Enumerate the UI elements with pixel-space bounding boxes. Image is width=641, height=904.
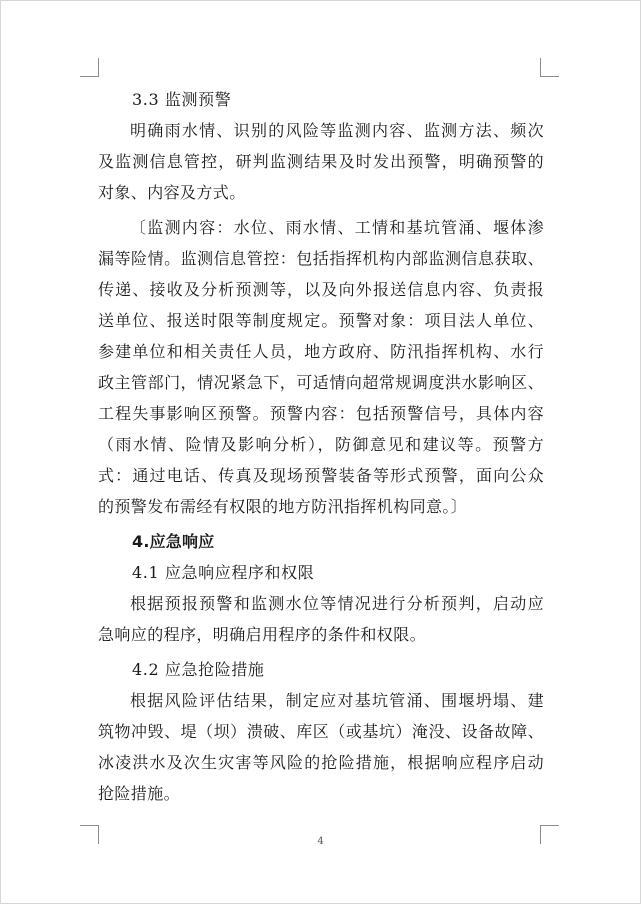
text-line: 传递、接收及分析预测等，以及向外报送信息内容、负责报 <box>98 280 544 299</box>
section-heading: 3.3 监测预警 <box>132 90 232 109</box>
text-line: 急响应的程序，明确启用程序的条件和权限。 <box>98 625 427 644</box>
text-line: 漏等险情。监测信息管控：包括指挥机构内部监测信息获取、 <box>98 249 544 268</box>
crop-mark-top-right <box>540 58 559 77</box>
page-number: 4 <box>317 836 324 847</box>
text-line: 及监测信息管控，研判监测结果及时发出预警，明确预警的 <box>98 152 544 171</box>
text-line: 明确雨水情、识别的风险等监测内容、监测方法、频次 <box>130 121 544 140</box>
section-heading: 4.应急响应 <box>132 532 215 551</box>
section-heading: 4.1 应急响应程序和权限 <box>132 563 315 582</box>
text-line: 根据预报预警和监测水位等情况进行分析预判，启动应 <box>130 594 544 613</box>
text-line: 抢险措施。 <box>98 784 181 803</box>
paragraph <box>98 588 544 650</box>
text-line: 〔监测内容：水位、雨水情、工情和基坑管涌、堰体渗 <box>130 218 544 237</box>
text-line: 政主管部门，情况紧急下，可适情向超常规调度洪水影响区、 <box>98 373 544 392</box>
text-line: 式：通过电话、传真及现场预警装备等形式预警，面向公众 <box>98 466 544 485</box>
text-line: 的预警发布需经有权限的地方防汛指挥机构同意。〕 <box>98 497 468 516</box>
text-line: 对象、内容及方式。 <box>98 183 246 202</box>
paragraph <box>98 685 544 809</box>
paragraph <box>98 212 544 522</box>
section-heading: 4.2 应急抢险措施 <box>132 660 265 679</box>
text-line: （雨水情、险情及影响分析），防御意见和建议等。预警方 <box>98 435 544 454</box>
text-line: 参建单位和相关责任人员，地方政府、防汛指挥机构、水行 <box>98 342 544 361</box>
text-line: 冰凌洪水及次生灾害等风险的抢险措施，根据响应程序启动 <box>98 753 544 772</box>
text-line: 送单位、报送时限等制度规定。预警对象：项目法人单位、 <box>98 311 544 330</box>
text-line: 工程失事影响区预警。预警内容：包括预警信号，具体内容 <box>98 404 544 423</box>
document-body <box>98 84 544 813</box>
text-line: 筑物冲毁、堤（坝）溃破、库区（或基坑）淹没、设备故障、 <box>98 722 544 741</box>
paragraph <box>98 115 544 208</box>
crop-mark-top-left <box>80 58 99 77</box>
text-line: 根据风险评估结果，制定应对基坑管涌、围堰坍塌、建 <box>130 691 544 710</box>
